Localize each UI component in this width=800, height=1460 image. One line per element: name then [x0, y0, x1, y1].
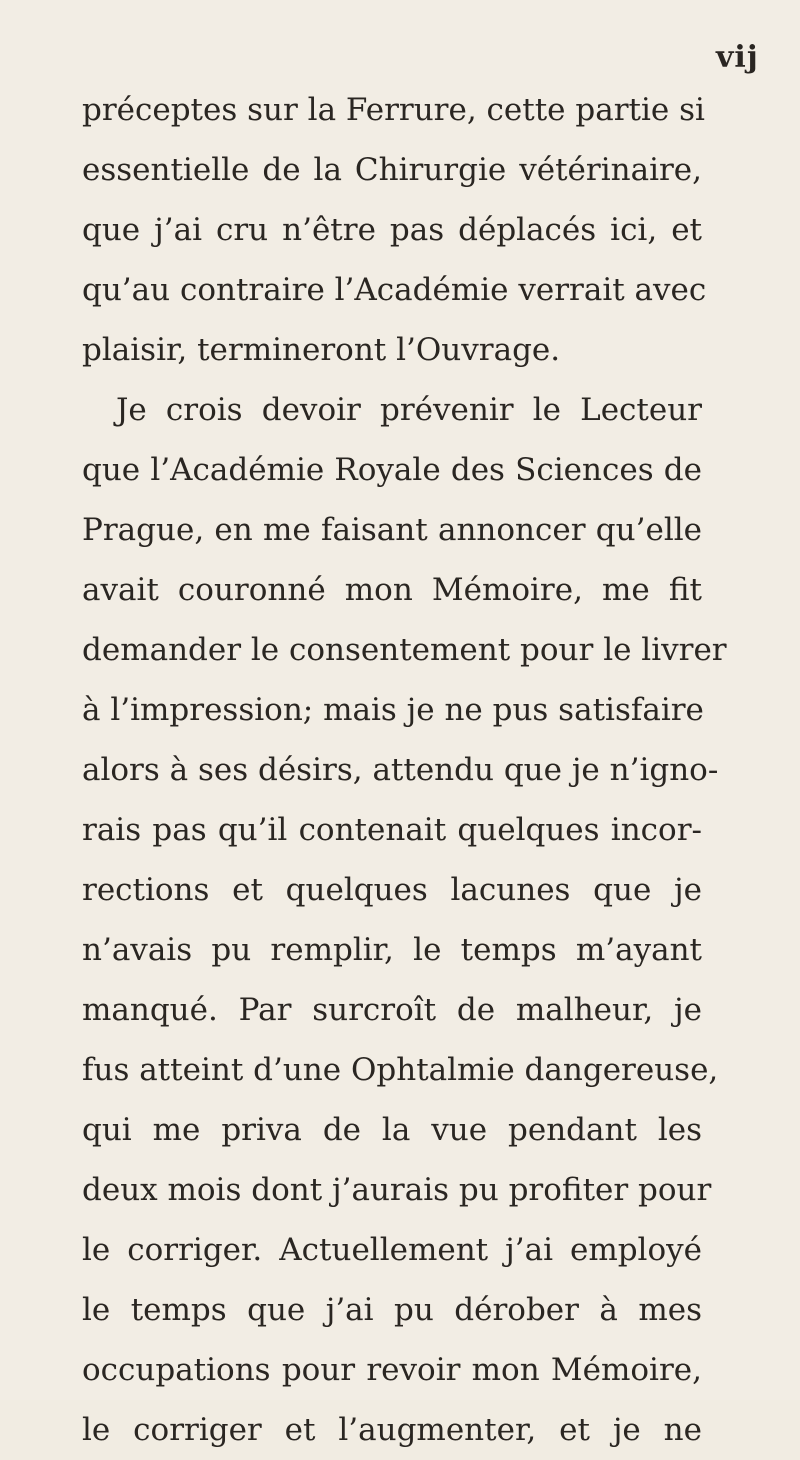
text-line: rections et quelques lacunes que je — [82, 872, 702, 908]
text-line: manqué. Par surcroît de malheur, je — [82, 992, 702, 1028]
text-line: qui me priva de la vue pendant les — [82, 1112, 702, 1148]
text-line: occupations pour revoir mon Mémoire, — [82, 1352, 702, 1388]
text-line: plaisir, termineront l’Ouvrage. — [82, 332, 561, 368]
text-line: demander le consentement pour le livrer — [82, 632, 727, 668]
text-line: que l’Académie Royale des Sciences de — [82, 452, 702, 488]
text-line: avait couronné mon Mémoire, me fit — [82, 572, 702, 608]
page-number: vij — [716, 40, 759, 75]
text-line: Prague, en me faisant annoncer qu’elle — [82, 512, 702, 548]
text-line: Je crois devoir prévenir le Lecteur — [116, 392, 702, 428]
text-line: que j’ai cru n’être pas déplacés ici, et — [82, 212, 702, 248]
text-line: le corriger. Actuellement j’ai employé — [82, 1232, 702, 1268]
body-text — [82, 80, 727, 1460]
text-line: préceptes sur la Ferrure, cette partie si — [82, 92, 705, 128]
text-line: essentielle de la Chirurgie vétérinaire, — [82, 152, 702, 188]
text-line: alors à ses désirs, attendu que je n’igno- — [82, 752, 719, 788]
text-line: rais pas qu’il contenait quelques incor- — [82, 812, 702, 848]
text-line: à l’impression; mais je ne pus satisfaire — [82, 692, 704, 728]
text-line: qu’au contraire l’Académie verrait avec — [82, 272, 707, 308]
text-line: le temps que j’ai pu dérober à mes — [82, 1292, 702, 1328]
text-line: n’avais pu remplir, le temps m’ayant — [82, 932, 702, 968]
text-line: fus atteint d’une Ophtalmie dangereuse, — [82, 1052, 719, 1088]
text-line: deux mois dont j’aurais pu profiter pour — [82, 1172, 712, 1208]
text-line: le corriger et l’augmenter, et je ne — [82, 1412, 702, 1448]
